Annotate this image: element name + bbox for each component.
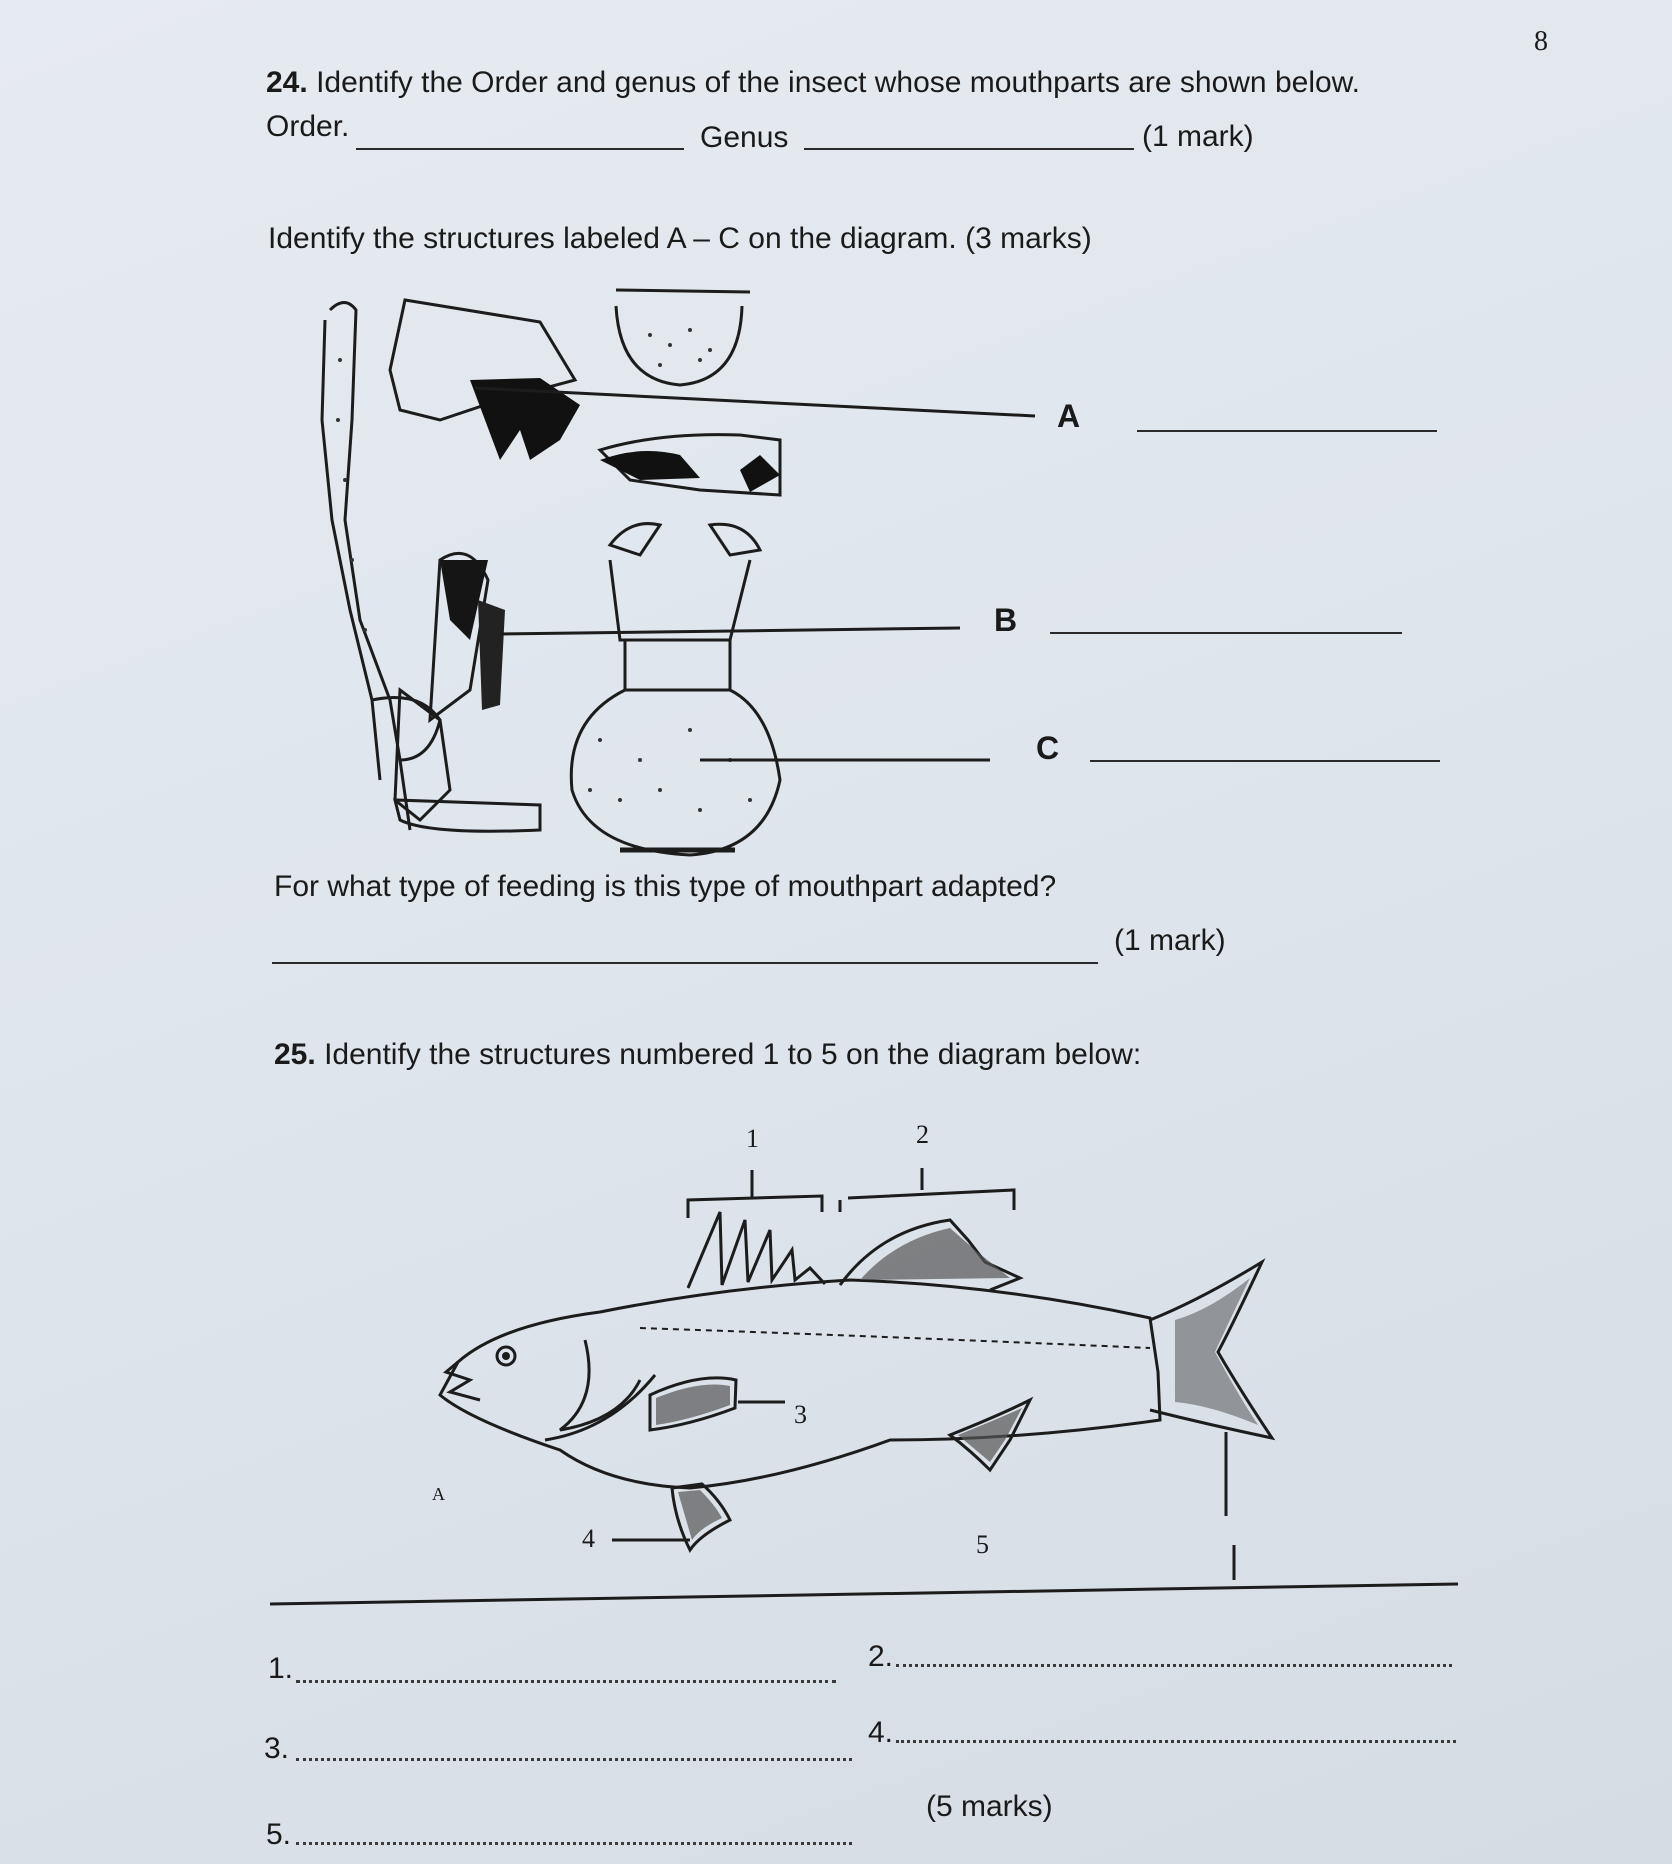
fish-body xyxy=(440,1280,1160,1488)
answer-2-label: 2. xyxy=(868,1640,894,1673)
answer-2-line[interactable] xyxy=(896,1664,1452,1667)
label-c: C xyxy=(1036,730,1060,766)
q24-structures-text: Identify the structures labeled A – C on the diagram. (3 marks) xyxy=(268,222,1092,255)
label-a: A xyxy=(1057,398,1081,434)
q25-marks: (5 marks) xyxy=(926,1790,1053,1823)
bracket-1 xyxy=(688,1196,822,1218)
answer-5-line[interactable] xyxy=(296,1842,852,1845)
fish-stray-label: A xyxy=(432,1484,445,1504)
bracket-2 xyxy=(848,1190,1014,1210)
fish-label-4: 4 xyxy=(582,1524,595,1553)
label-b: B xyxy=(994,602,1018,638)
answer-1-label: 1. xyxy=(268,1652,294,1685)
fish-label-5: 5 xyxy=(976,1530,989,1559)
q24-mark: (1 mark) xyxy=(1142,120,1254,153)
feeding-mark: (1 mark) xyxy=(1114,924,1226,957)
fish-label-2: 2 xyxy=(916,1120,929,1149)
feeding-question: For what type of feeding is this type of mouthpart adapted? xyxy=(274,870,1057,903)
q25-number: 25. xyxy=(274,1038,316,1071)
q24-text: Identify the Order and genus of the insect whose mouthparts are shown below. xyxy=(316,66,1361,99)
divider-line xyxy=(270,1584,1458,1604)
order-label: Order. xyxy=(266,110,350,143)
answer-4-label: 4. xyxy=(868,1716,894,1749)
fish-label-1: 1 xyxy=(746,1124,759,1153)
answer-5-label: 5. xyxy=(266,1818,292,1851)
page-number: 8 xyxy=(1534,26,1548,57)
q25-text: Identify the structures numbered 1 to 5 on the diagram below: xyxy=(324,1038,1142,1071)
q24-number: 24. xyxy=(266,66,308,99)
genus-label: Genus xyxy=(700,121,789,154)
answer-1-line[interactable] xyxy=(296,1680,836,1683)
fish-label-3: 3 xyxy=(794,1400,807,1429)
answer-4-line[interactable] xyxy=(896,1740,1456,1743)
answer-3-label: 3. xyxy=(264,1732,290,1765)
answer-3-line[interactable] xyxy=(296,1758,852,1761)
